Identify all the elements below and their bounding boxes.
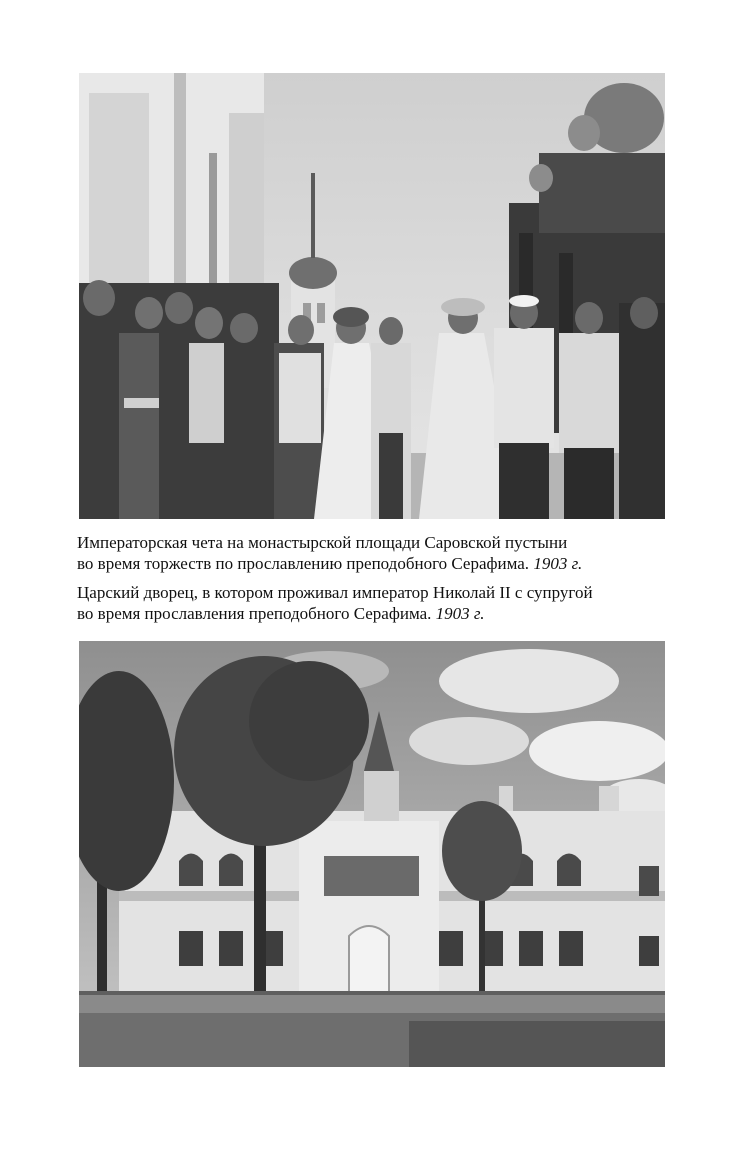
caption-tsar-palace-year: 1903 г. bbox=[435, 604, 485, 623]
caption-imperial-couple-line1: Императорская чета на монастырской площади Саровской пустыни bbox=[77, 533, 568, 552]
photo-imperial-couple bbox=[79, 73, 665, 519]
photo-imperial-couple-image bbox=[79, 73, 665, 519]
caption-tsar-palace-line2: во время прославления преподобного Серафима. bbox=[77, 604, 432, 623]
photo-tsar-palace bbox=[79, 641, 665, 1067]
caption-tsar-palace bbox=[77, 582, 677, 624]
caption-imperial-couple bbox=[77, 532, 677, 574]
caption-imperial-couple-year: 1903 г. bbox=[533, 554, 583, 573]
caption-imperial-couple-line2: во время торжеств по прославлению преподобного Серафима. bbox=[77, 554, 530, 573]
photo-tsar-palace-image bbox=[79, 641, 665, 1067]
caption-tsar-palace-line1: Царский дворец, в котором проживал император Николай II с супругой bbox=[77, 583, 593, 602]
